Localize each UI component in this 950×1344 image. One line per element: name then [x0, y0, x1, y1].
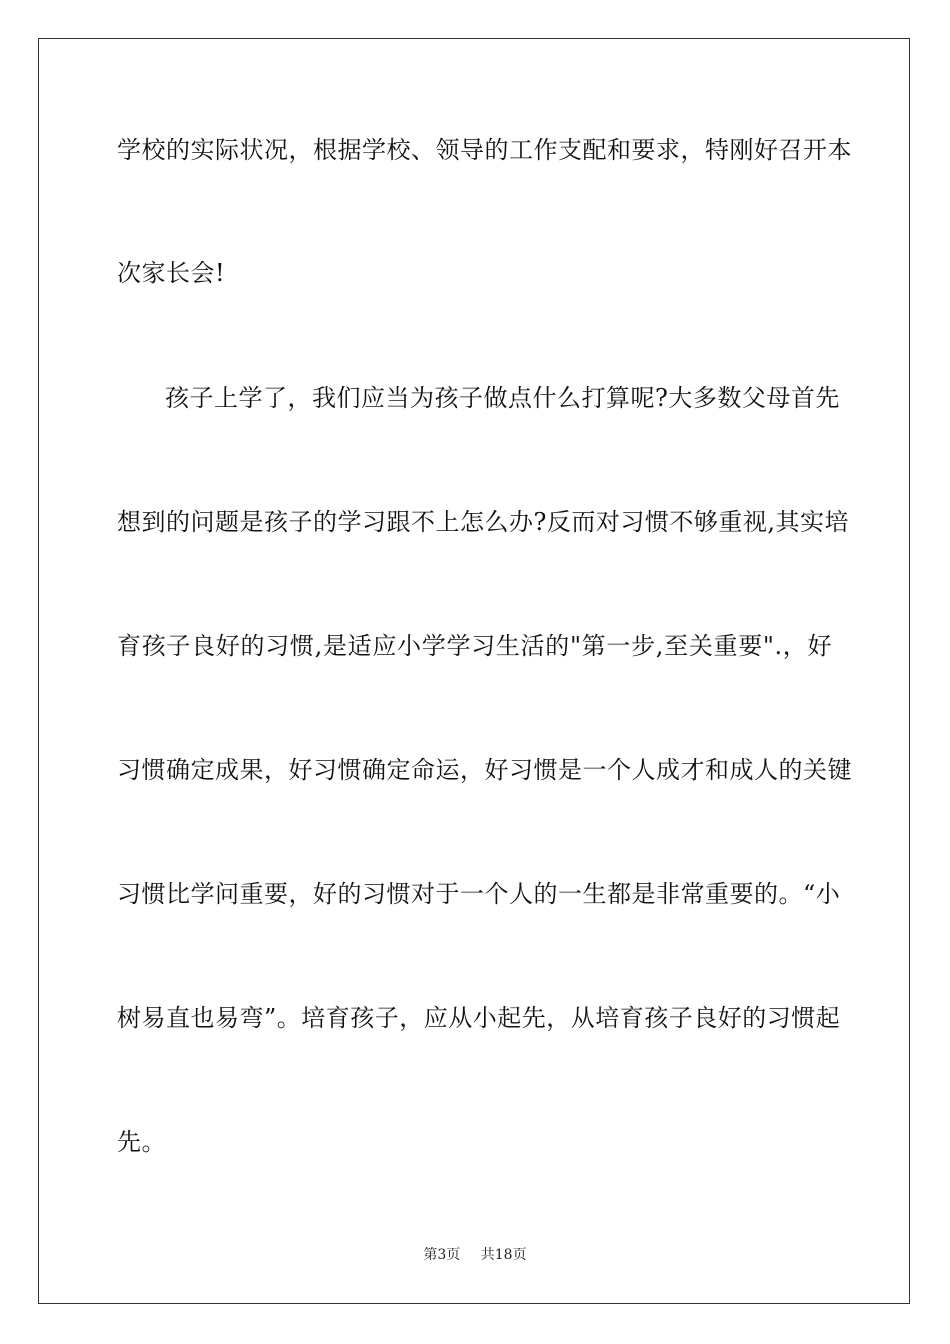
text-line: 想到的问题是孩子的学习跟不上怎么办?反而对习惯不够重视,其实培	[117, 508, 849, 536]
text-line: 先。	[117, 1128, 166, 1156]
page-number: 第3页	[423, 1247, 461, 1263]
text-line: 习惯确定成果，好习惯确定命运，好习惯是一个人成才和成人的关键	[117, 756, 852, 784]
total-pages: 共18页	[480, 1247, 527, 1263]
text-line: 树易直也易弯”。培育孩子，应从小起先，从培育孩子良好的习惯起	[117, 1004, 841, 1032]
text-line: 孩子上学了，我们应当为孩子做点什么打算呢?大多数父母首先	[165, 384, 840, 412]
text-line: 学校的实际状况，根据学校、领导的工作支配和要求，特刚好召开本	[117, 136, 852, 164]
text-line: 次家长会!	[117, 259, 226, 287]
text-line: 习惯比学问重要，好的习惯对于一个人的一生都是非常重要的。“小	[117, 880, 841, 908]
page-footer	[0, 1246, 950, 1264]
page-border	[38, 38, 910, 1304]
text-line: 育孩子良好的习惯,是适应小学学习生活的"第一步,至关重要".，好	[117, 632, 832, 660]
